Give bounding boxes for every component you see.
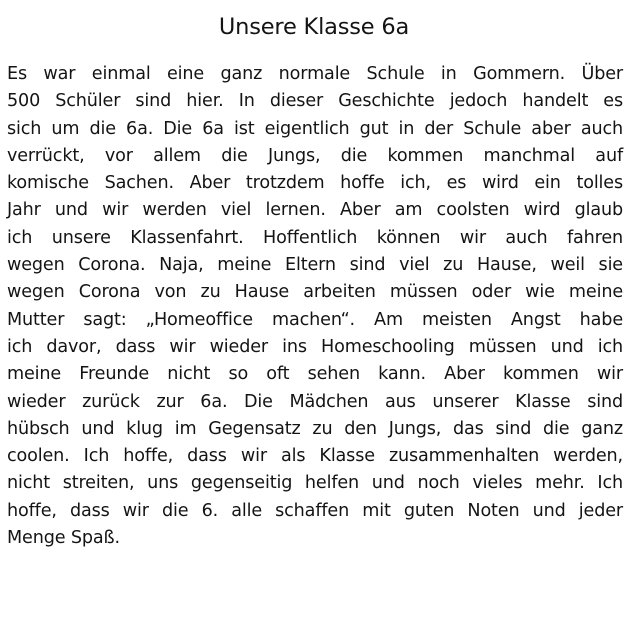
document-body — [7, 61, 623, 552]
document-title: Unsere Klasse 6a — [218, 14, 410, 40]
text-line: ich unsere Klassenfahrt. Hoffentlich können wir auch fahren — [7, 227, 623, 248]
text-line: coolen. Ich hoffe, dass wir als Klasse zusammenhalten werden, — [7, 446, 623, 467]
text-line: meine Freunde nicht so oft sehen kann. Aber kommen wir — [7, 364, 623, 385]
text-line: nicht streiten, uns gegenseitig helfen und noch vieles mehr. Ich — [7, 473, 623, 494]
text-line: verrückt, vor allem die Jungs, die kommen manchmal auf — [7, 145, 623, 166]
text-line: wegen Corona von zu Hause arbeiten müssen oder wie meine — [7, 282, 623, 303]
text-line: wegen Corona. Naja, meine Eltern sind viel zu Hause, weil sie — [7, 255, 623, 276]
text-line: Jahr und wir werden viel lernen. Aber am coolsten wird glaub — [7, 200, 623, 221]
text-line: 500 Schüler sind hier. In dieser Geschichte jedoch handelt es — [7, 91, 623, 112]
text-line: Menge Spaß. — [7, 528, 120, 549]
text-line: Es war einmal eine ganz normale Schule in Gommern. Über — [7, 64, 623, 84]
text-line: hübsch und klug im Gegensatz zu den Jungs, das sind die ganz — [7, 418, 623, 439]
text-line: Mutter sagt: „Homeoffice machen“. Am meisten Angst habe — [7, 309, 623, 330]
text-line: ich davor, dass wir wieder ins Homeschooling müssen und ich — [7, 336, 623, 357]
text-line: wieder zurück zur 6a. Die Mädchen aus unserer Klasse sind — [7, 391, 623, 412]
text-line: sich um die 6a. Die 6a ist eigentlich gut in der Schule aber auch — [7, 118, 623, 139]
text-line: hoffe, dass wir die 6. alle schaffen mit guten Noten und jeder — [7, 500, 623, 521]
text-line: komische Sachen. Aber trotzdem hoffe ich, es wird ein tolles — [7, 173, 623, 194]
